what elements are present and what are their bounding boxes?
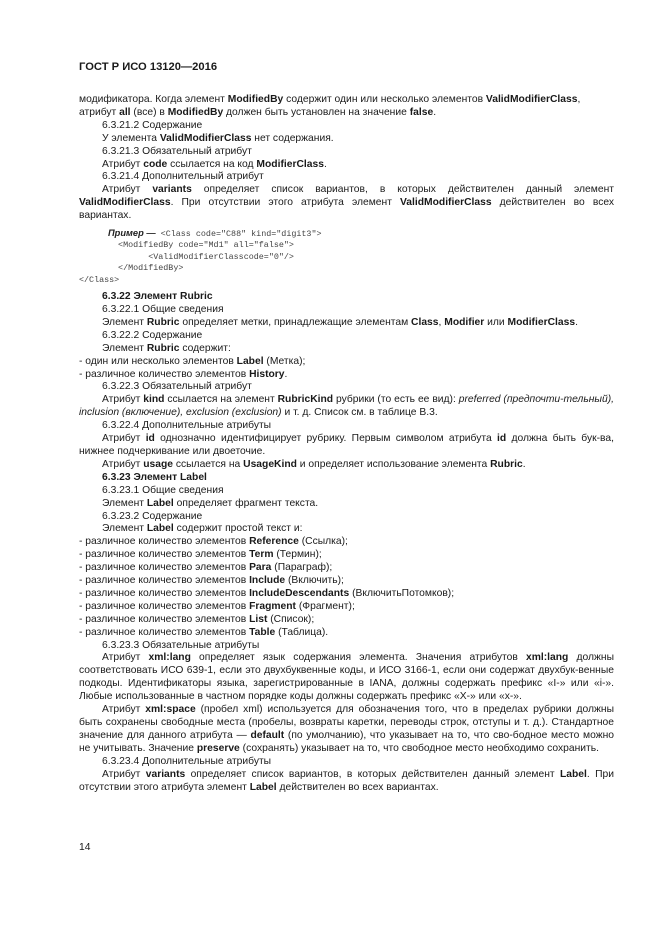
paragraph: Атрибут xml:lang определяет язык содержания элемента. Значения атрибутов xml:lang должны соответствовать ИСО 639-1, если это двухбуквенные коды, и ИСО 3166-1, если они содержат двухбук-венные подкоды. Идентификаторы языка, зарегистрированные в IANA, должны содержать префикс «I-» или «i-». Любые использованные в частном порядке коды должны содержать префикс «X-» или «x-». <box>79 652 615 703</box>
list-item: - различное количество элементов Para (Параграф); <box>79 562 333 574</box>
list-item: - различное количество элементов Term (Термин); <box>79 549 322 561</box>
paragraph: Атрибут id однозначно идентифицирует рубрику. Первым символом атрибута id должна быть бук-ва, нижнее подчеркивание или двоеточие. <box>79 433 614 457</box>
code-line: </ModifiedBy> <box>108 263 184 274</box>
section-heading: 6.3.21.4 Дополнительный атрибут <box>102 171 264 183</box>
paragraph: Атрибут kind ссылается на элемент RubricKind рубрики (то есть ее вид): preferred (предпочти-тельный), inclusion (включение), exclusion (exclusion) и т. д. Список см. в таблице В.3. <box>79 394 614 419</box>
section-heading: 6.3.21.3 Обязательный атрибут <box>102 145 252 157</box>
document-header: ГОСТ Р ИСО 13120—2016 <box>79 61 218 73</box>
code-line: Пример — <Class code="C88" kind="digit3"> <box>108 228 322 240</box>
section-heading: 6.3.22 Элемент Rubric <box>102 291 213 303</box>
document-body <box>79 94 614 794</box>
list-item: - различное количество элементов IncludeDescendants (ВключитьПотомков); <box>79 587 455 599</box>
section-heading: 6.3.22.3 Обязательный атрибут <box>102 381 252 393</box>
section-heading: 6.3.22.4 Дополнительные атрибуты <box>102 420 272 432</box>
section-heading: 6.3.23 Элемент Label <box>102 471 207 483</box>
list-item: - различное количество элементов History. <box>79 368 288 380</box>
list-item: - различное количество элементов List (Список); <box>79 613 315 625</box>
paragraph: Атрибут variants определяет список вариантов, в которых действителен данный элемент Label. При отсутствии этого атрибута элемент Label действителен во всех вариантах. <box>79 768 614 793</box>
paragraph: Атрибут code ссылается на код ModifierClass. <box>102 158 327 170</box>
paragraph: Атрибут usage ссылается на UsageKind и определяет использование элемента Rubric. <box>102 458 526 470</box>
code-line: </Class> <box>79 274 120 285</box>
paragraph: Элемент Label содержит простой текст и: <box>102 523 303 535</box>
paragraph: Элемент Rubric определяет метки, принадлежащие элементам Class, Modifier или ModifierClass. <box>102 316 578 328</box>
section-heading: 6.3.23.4 Дополнительные атрибуты <box>102 755 272 767</box>
list-item: - различное количество элементов Reference (Ссылка); <box>79 536 348 548</box>
list-item: - различное количество элементов Table (Таблица). <box>79 626 329 638</box>
code-example <box>79 228 614 286</box>
section-heading: 6.3.22.2 Содержание <box>102 329 203 341</box>
code-line: <ValidModifierClasscode="0"/> <box>108 251 294 262</box>
page-number: 14 <box>79 842 91 853</box>
section-heading: 6.3.22.1 Общие сведения <box>102 304 224 315</box>
section-heading: 6.3.23.3 Обязательные атрибуты <box>102 639 260 651</box>
example-label: Пример — <box>108 228 156 239</box>
paragraph: Атрибут xml:space (пробел xml) используется для обозначения того, что в пределах рубрики должны быть сохранены свободные места (пробелы, возвраты каретки, переводы строк, отступы и т. д.). Стандартное значение для данного атрибута — default (по умолчанию), что указывает на то, что сво-бодное место можно не учитывать. Значение preserve (сохранять) указывает на то, что свободное место необходимо сохранить. <box>79 704 615 754</box>
paragraph: атрибут all (все) в ModifiedBy должен быть установлен на значение false. <box>79 106 437 118</box>
section-heading: 6.3.23.2 Содержание <box>102 510 203 522</box>
paragraph: Элемент Label определяет фрагмент текста. <box>102 497 319 509</box>
paragraph: модификатора. Когда элемент ModifiedBy содержит один или несколько элементов ValidModifierClass, <box>79 94 581 105</box>
section-heading: 6.3.21.2 Содержание <box>102 119 203 131</box>
list-item: - различное количество элементов Include (Включить); <box>79 575 344 587</box>
paragraph: Элемент Rubric содержит: <box>102 342 231 354</box>
paragraph: У элемента ValidModifierClass нет содержания. <box>102 132 334 144</box>
code-line: <ModifiedBy code="Md1" all="false"> <box>108 240 294 251</box>
list-item: - различное количество элементов Fragment (Фрагмент); <box>79 600 355 612</box>
section-heading: 6.3.23.1 Общие сведения <box>102 484 224 496</box>
paragraph: Атрибут variants определяет список вариантов, в которых действителен данный элемент ValidModifierClass. При отсутствии этого атрибута элемент ValidModifierClass действителен во всех вариантах. <box>79 184 614 222</box>
list-item: - один или несколько элементов Label (Метка); <box>79 355 306 367</box>
